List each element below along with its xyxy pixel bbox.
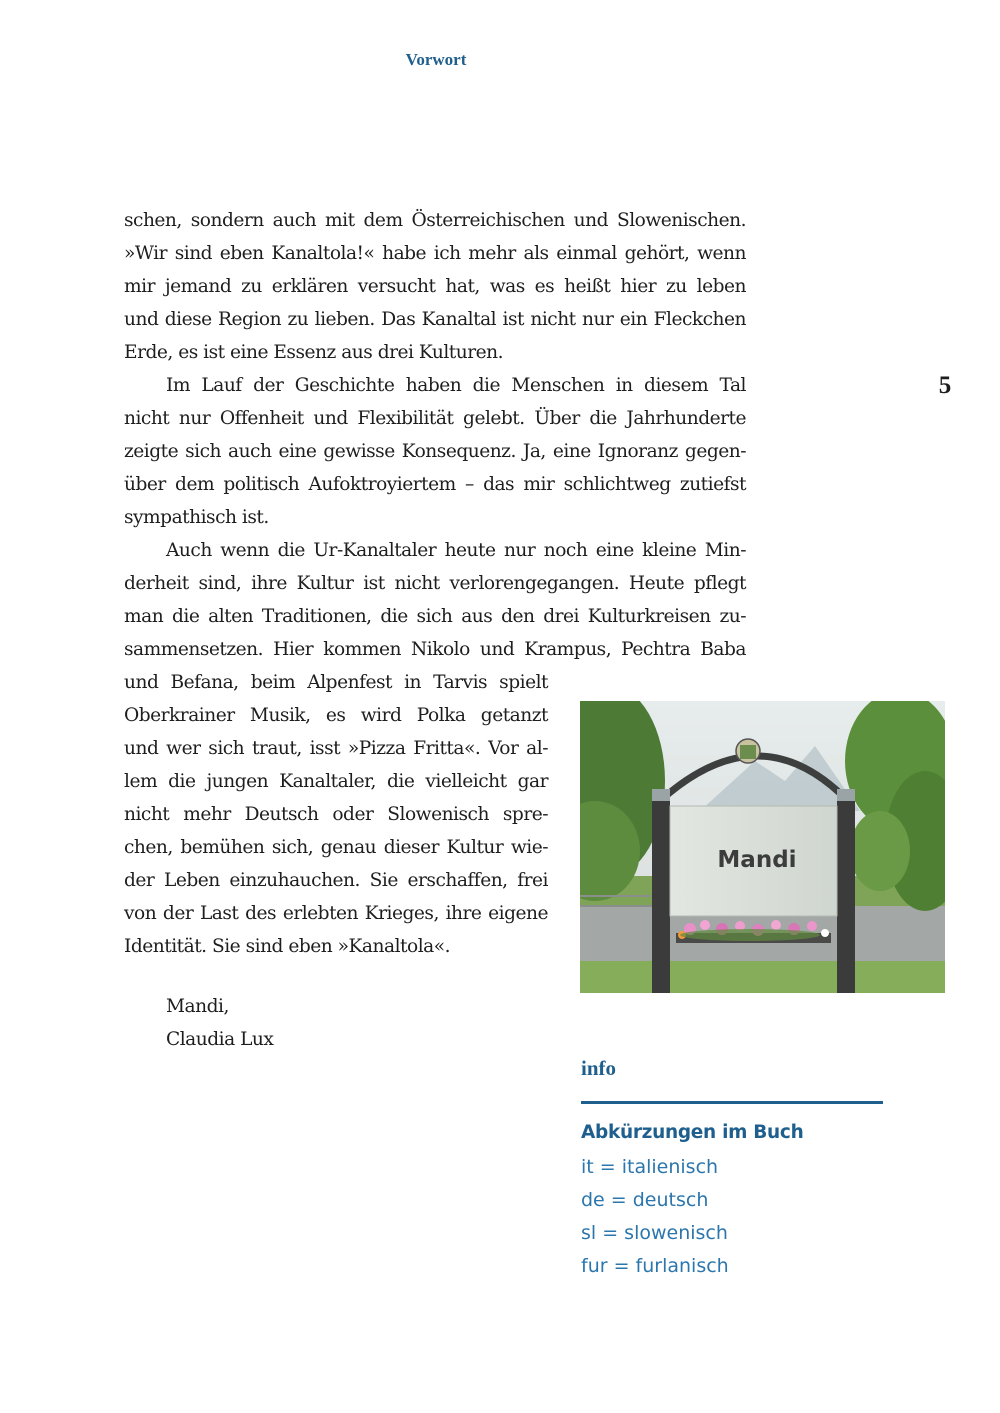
text-line: Erde, es ist eine Essenz aus drei Kulturen. xyxy=(124,342,503,363)
running-header: Vorwort xyxy=(405,50,467,69)
text-line: über dem politisch Aufoktroyiertem – das mir schlichtweg zutiefst xyxy=(124,474,746,495)
text-line: lem die jungen Kanaltaler, die vielleicht gar xyxy=(124,771,548,792)
info-item: sl = slowenisch xyxy=(581,1222,728,1244)
info-heading: Abkürzungen im Buch xyxy=(581,1122,804,1143)
text-line: sammensetzen. Hier kommen Nikolo und Krampus, Pechtra Baba xyxy=(124,639,746,660)
sign-text: Mandi xyxy=(717,847,797,873)
text-line: Im Lauf der Geschichte haben die Menschen in diesem Tal xyxy=(166,375,746,396)
text-line: derheit sind, ihre Kultur ist nicht verlorengegangen. Heute pflegt xyxy=(124,573,746,594)
text-line: schen, sondern auch mit dem Österreichischen und Slowenischen. xyxy=(124,210,746,231)
photo-illustration xyxy=(580,701,945,993)
text-line: Oberkrainer Musik, es wird Polka getanzt xyxy=(124,705,548,726)
mandi-sign-photo xyxy=(580,701,945,993)
text-line: sympathisch ist. xyxy=(124,507,269,528)
signature-place: Mandi, xyxy=(166,996,229,1017)
text-line: und wer sich traut, isst »Pizza Fritta«. Vor al- xyxy=(124,738,548,759)
text-line: zeigte sich auch eine gewisse Konsequenz. Ja, eine Ignoranz gegen- xyxy=(124,441,746,462)
text-line: mir jemand zu erklären versucht hat, was es heißt hier zu leben xyxy=(124,276,746,297)
text-line: »Wir sind eben Kanaltola!« habe ich mehr als einmal gehört, wenn xyxy=(124,243,746,264)
page-number: 5 xyxy=(938,372,952,399)
info-label: info xyxy=(581,1056,617,1080)
text-line: chen, bemühen sich, genau dieser Kultur wie- xyxy=(124,837,548,858)
info-divider xyxy=(581,1101,883,1104)
info-item: fur = furlanisch xyxy=(581,1255,729,1277)
text-line: und Befana, beim Alpenfest in Tarvis spielt xyxy=(124,672,548,693)
text-line: Auch wenn die Ur-Kanaltaler heute nur noch eine kleine Min- xyxy=(166,540,746,561)
text-line: von der Last des erlebten Krieges, ihre eigene xyxy=(124,903,548,924)
signature-author: Claudia Lux xyxy=(166,1029,274,1050)
text-line: und diese Region zu lieben. Das Kanaltal ist nicht nur ein Fleckchen xyxy=(124,309,746,330)
text-line: nicht nur Offenheit und Flexibilität gelebt. Über die Jahrhunderte xyxy=(124,408,746,429)
info-item: it = italienisch xyxy=(581,1156,719,1178)
text-line: man die alten Traditionen, die sich aus den drei Kulturkreisen zu- xyxy=(124,606,746,627)
text-line: der Leben einzuhauchen. Sie erschaffen, frei xyxy=(124,870,548,891)
info-item: de = deutsch xyxy=(581,1189,709,1211)
text-line: nicht mehr Deutsch oder Slowenisch spre- xyxy=(124,804,548,825)
text-line: Identität. Sie sind eben »Kanaltola«. xyxy=(124,936,451,957)
